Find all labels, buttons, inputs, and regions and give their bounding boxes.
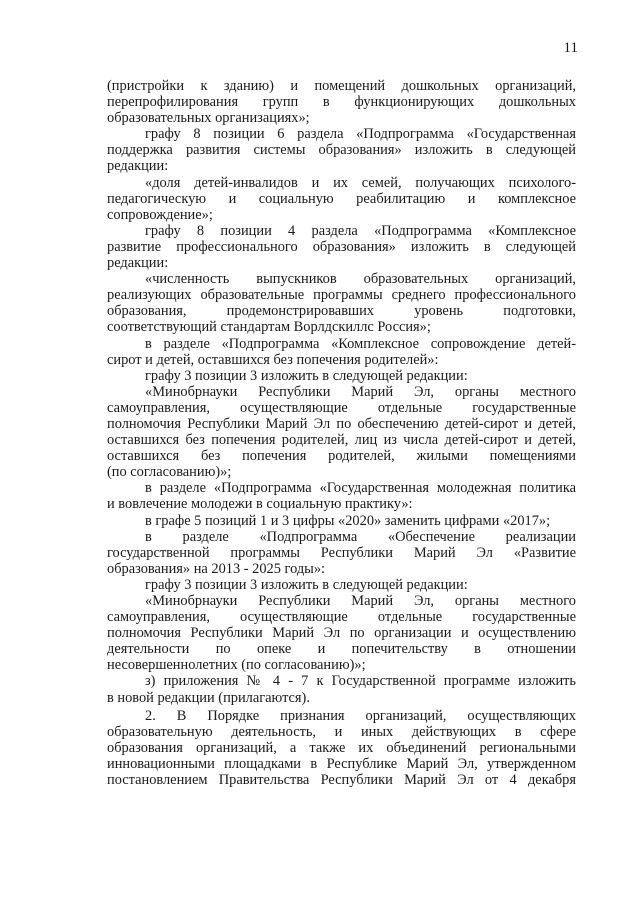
text-line: сопровождение»; [107,206,213,223]
text-line: з) приложения № 4 - 7 к Государственной программе изложить [145,673,576,690]
text-line: несовершеннолетних (по согласованию)»; [107,657,366,674]
text-line: редакции: [107,158,169,175]
document-body [107,78,576,788]
text-line: графу 8 позиции 6 раздела «Подпрограмма «Государственная [145,126,576,143]
text-line: педагогическую и социальную реабилитацию и комплексное [107,190,576,207]
text-line: поддержка развития системы образования» изложить в следующей [107,142,576,159]
text-line: «численность выпускников образовательных организаций, [145,271,576,288]
text-line: графу 3 позиции 3 изложить в следующей редакции: [145,367,468,384]
page-number: 11 [563,40,578,56]
text-line: реализующих образовательные программы среднего профессионального [107,287,576,304]
text-line: оставшихся без попечения родителей, жилыми помещениями [107,448,576,465]
text-line: в графе 5 позиций 1 и 3 цифры «2020» заменить цифрами «2017»; [145,512,551,529]
text-line: перепрофилирования групп в функционирующих дошкольных [107,94,576,111]
text-line: образования» на 2013 - 2025 годы»: [107,560,326,577]
text-line: в разделе «Подпрограмма «Государственная молодежная политика [145,480,576,497]
text-line: полномочия Республики Марий Эл по обеспечению детей-сирот и детей, [107,415,576,432]
text-line: в новой редакции (прилагаются). [107,689,310,706]
text-line: соответствующий стандартам Ворлдскиллс Россия»; [107,319,431,336]
text-line: инновационными площадками в Республике Марий Эл, утвержденном [107,755,576,772]
text-line: образования, продемонстрировавших уровень подготовки, [107,303,576,320]
text-line: самоуправления, осуществляющие отдельные государственные [107,399,576,416]
text-line: графу 8 позиции 4 раздела «Подпрограмма «Комплексное [145,222,576,239]
text-line: графу 3 позиции 3 изложить в следующей редакции: [145,576,468,593]
text-line: 2. В Порядке признания организаций, осуществляющих [145,707,576,724]
text-line: полномочия Республики Марий Эл по организации и осуществлению [107,625,576,642]
text-line: и вовлечение молодежи в социальную практику»: [107,496,413,513]
text-line: деятельности по опеке и попечительству в отношении [107,641,576,658]
text-line: образовательных организациях»; [107,110,310,127]
text-line: «Минобрнауки Республики Марий Эл, органы местного [145,383,576,400]
text-line: (пристройки к зданию) и помещений дошкольных организаций, [107,78,576,94]
text-line: государственной программы Республики Марий Эл «Развитие [107,544,576,561]
text-line: сирот и детей, оставшихся без попечения родителей»: [107,351,439,368]
text-line: (по согласованию)»; [107,464,232,481]
text-line: самоуправления, осуществляющие отдельные государственные [107,609,576,626]
text-line: постановлением Правительства Республики Марий Эл от 4 декабря [107,772,576,789]
text-line: редакции: [107,255,169,272]
text-line: «Минобрнауки Республики Марий Эл, органы местного [145,593,576,609]
text-line: «доля детей-инвалидов и их семей, получающих психолого- [145,174,576,191]
text-line: оставшихся без попечения родителей, лиц из числа детей-сирот и детей, [107,432,576,449]
text-line: в разделе «Подпрограмма «Комплексное сопровождение детей- [145,335,576,352]
text-line: образовательную деятельность, и иных действующих в сфере [107,723,576,740]
text-line: образования организаций, а также их объединений региональными [107,739,576,756]
text-line: в разделе «Подпрограмма «Обеспечение реализации [145,528,576,545]
text-line: развитие профессионального образования» изложить в следующей [107,238,576,255]
